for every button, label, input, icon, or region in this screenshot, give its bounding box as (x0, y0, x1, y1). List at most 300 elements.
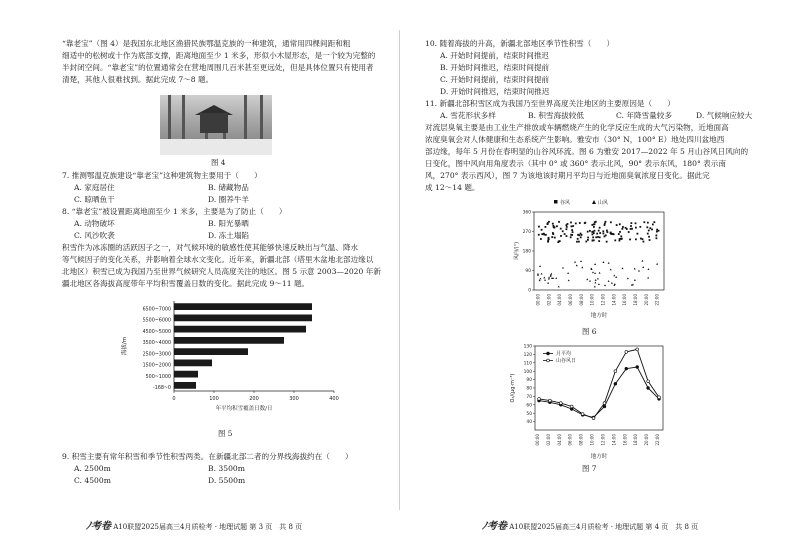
valley-wind-point (635, 227, 637, 229)
valley-wind-point (643, 241, 645, 243)
q8-option-c: C. 风沙吹袭 (74, 231, 115, 240)
valley-wind-point (619, 223, 621, 225)
intro2-line-1: 积雪作为冰冻圈的活跃因子之一，对气候环境的敏感性使其能够快速反映出与气温、降水 (62, 243, 359, 252)
intro3-line-5: 风，270° 表示西风），图 7 为该地该时期月平均日与近地面臭氧浓度日变化。据此完 (425, 171, 710, 180)
exam-logo: ﾉ考卷 (482, 521, 507, 532)
x-tick-label: 00:00 (535, 434, 540, 446)
mountain-wind-point (627, 277, 629, 279)
series-0-point (647, 387, 650, 390)
bar-4 (174, 348, 248, 355)
intro-line-4: 清楚，其他人很难找到。据此完成 7～8 题。 (62, 75, 214, 84)
x-tick-label: 12:00 (600, 434, 606, 446)
mountain-wind-point (613, 274, 615, 276)
valley-wind-point (547, 223, 549, 225)
mountain-wind-point (638, 270, 640, 272)
q8-option-a: A. 动物破坏 (74, 219, 115, 228)
mountain-wind-point (541, 273, 543, 275)
bar-0 (174, 303, 312, 310)
mountain-wind-point (594, 263, 596, 265)
series-line-0 (539, 367, 659, 417)
valley-wind-point (629, 239, 631, 241)
valley-wind-point (553, 227, 555, 229)
bar-6 (174, 371, 198, 378)
x-tick-label: 200 (249, 396, 259, 402)
valley-wind-point (642, 238, 644, 240)
q7-option-d: D. 圈养牛羊 (208, 195, 250, 204)
valley-wind-point (649, 239, 651, 241)
mountain-wind-point (647, 268, 649, 270)
valley-wind-point (604, 223, 606, 225)
figure-4-caption: 图 4 (211, 158, 226, 167)
valley-wind-point (593, 223, 595, 225)
mountain-wind-point (597, 278, 599, 280)
mountain-wind-point (608, 280, 610, 282)
mountain-wind-point (642, 266, 644, 268)
q8-option-d: D. 冻土塌陷 (208, 231, 250, 240)
valley-wind-point (619, 240, 621, 242)
legend-marker-valley (554, 200, 558, 204)
series-1-point (559, 402, 562, 405)
valley-wind-point (598, 240, 600, 242)
x-tick-label: 10:00 (589, 434, 595, 446)
y-tick-label: 90 (526, 378, 532, 384)
y-tick-label: 4500~5000 (142, 329, 171, 335)
y-tick-label: 360 (522, 210, 531, 216)
y-tick-label: 2500~3000 (142, 352, 171, 358)
y-tick-label: 1500~2000 (142, 363, 171, 369)
mountain-wind-point (567, 272, 569, 274)
figure-5-chart (110, 293, 350, 423)
valley-wind-point (605, 221, 607, 223)
valley-wind-point (580, 236, 582, 238)
x-tick-label: 18:00 (633, 434, 639, 446)
page-4-footer-text: A10联盟2025届高三4月质检考 · 地理试题 第 4 页 共 8 页 (509, 523, 699, 531)
legend-label-1: 山谷风日 (556, 358, 577, 364)
mountain-wind-point (604, 284, 606, 286)
mountain-wind-point (590, 267, 592, 269)
valley-wind-point (554, 237, 556, 239)
valley-wind-point (538, 226, 540, 228)
valley-wind-point (618, 233, 620, 235)
q9-option-b: B. 3500m (208, 464, 245, 473)
x-tick-label: 10:00 (589, 294, 595, 306)
series-1-point (614, 370, 617, 373)
mountain-wind-point (615, 276, 617, 278)
exam-logo: ﾉ考卷 (86, 521, 111, 532)
valley-wind-point (622, 226, 624, 228)
y-tick-label: 60 (526, 403, 532, 409)
mountain-wind-point (574, 261, 576, 263)
mountain-wind-point (558, 286, 560, 288)
mountain-wind-point (611, 282, 613, 284)
y-tick-label: 6500~7000 (142, 307, 171, 313)
valley-wind-point (651, 229, 653, 231)
y-axis-label: O₃/(μg·m⁻³) (510, 373, 516, 403)
mountain-wind-point (647, 277, 649, 279)
q7-option-b: B. 储藏物品 (208, 183, 249, 192)
q10-option-b: B. 开始时间推迟，结束时间提前 (440, 63, 550, 72)
x-tick-label: 14:00 (611, 434, 617, 446)
series-1-point (592, 417, 595, 420)
valley-wind-point (592, 233, 594, 235)
valley-wind-point (598, 230, 600, 232)
valley-wind-point (595, 221, 597, 223)
mountain-wind-point (602, 261, 604, 263)
valley-wind-point (552, 223, 554, 225)
valley-wind-point (591, 231, 593, 233)
valley-wind-point (620, 235, 622, 237)
intro-line-2: 细适中的松树或十作为底部支撑，距离地面至少 1 米多，形似小木屋形态，是一个较为完整的 (62, 51, 376, 60)
valley-wind-point (610, 221, 612, 223)
valley-wind-point (646, 226, 648, 228)
mountain-wind-point (547, 282, 549, 284)
x-tick-label: 02:00 (545, 434, 551, 446)
x-tick-label: 16:00 (622, 434, 628, 446)
valley-wind-point (593, 226, 595, 228)
valley-wind-point (614, 239, 616, 241)
mountain-wind-point (622, 267, 624, 269)
legend-label-0: 月平均 (556, 351, 572, 357)
mountain-wind-point (586, 278, 588, 280)
x-tick-label: 400 (329, 396, 339, 402)
valley-wind-point (584, 222, 586, 224)
q7-option-a: A. 家庭居住 (74, 183, 115, 192)
q9-option-c: C. 4500m (74, 476, 111, 485)
figure-6-caption: 图 6 (582, 327, 597, 336)
series-0-point (603, 405, 606, 408)
q10-option-c: C. 开始时间提前，结束时间提前 (440, 75, 550, 84)
intro3-line-2: 浓度臭氧会对人体健康和生态系统产生影响。雅安市（30° N，100° E）地处四川盆地西 (425, 135, 725, 144)
valley-wind-point (656, 231, 658, 233)
q10-option-d: D. 开始时间推迟，结束时间推迟 (440, 87, 550, 96)
x-tick-label: 300 (289, 396, 299, 402)
intro-line-3: 半封闭空间。“靠老宝”的位置通常会在营地周围几百米甚至更远处，但是具体位置只有使用者 (62, 63, 374, 72)
valley-wind-point (562, 230, 564, 232)
valley-wind-point (640, 238, 642, 240)
valley-wind-point (571, 234, 573, 236)
mountain-wind-point (548, 276, 550, 278)
y-tick-label: 5500~6000 (142, 318, 171, 324)
mountain-wind-point (592, 271, 594, 273)
valley-wind-point (616, 224, 618, 226)
bar-2 (174, 326, 306, 333)
valley-wind-point (572, 225, 574, 227)
q7-option-c: C. 晾晒鱼干 (74, 195, 115, 204)
valley-wind-point (545, 234, 547, 236)
series-0-point (625, 367, 628, 370)
legend-marker-1 (547, 359, 550, 362)
valley-wind-point (575, 223, 577, 225)
valley-wind-point (572, 231, 574, 233)
valley-wind-point (552, 233, 554, 235)
valley-wind-point (595, 236, 597, 238)
q8-option-b: B. 阳光暴晒 (208, 219, 249, 228)
mountain-wind-point (539, 265, 541, 267)
mountain-wind-point (594, 286, 596, 288)
valley-wind-point (585, 241, 587, 243)
q11-option-c: C. 年降雪量较多 (616, 111, 672, 120)
valley-wind-point (564, 233, 566, 235)
valley-wind-point (570, 222, 572, 224)
mountain-wind-point (595, 279, 597, 281)
valley-wind-point (597, 236, 599, 238)
page-3-footer-text: A10联盟2025届高三4月质检考 · 地理试题 第 3 页 共 8 页 (113, 523, 303, 531)
x-tick-label: 22:00 (654, 294, 660, 306)
page-4-footer (482, 517, 698, 532)
valley-wind-point (587, 231, 589, 233)
series-1-point (538, 398, 541, 401)
y-tick-label: 110 (523, 361, 532, 367)
valley-wind-point (540, 238, 542, 240)
intro3-line-3: 部边缘，每年 5 月份在春明显的山谷风环流。图 6 为雅安 2017—2022 年 5 月山谷风日风向的 (425, 147, 749, 156)
figure-6-chart (510, 196, 670, 324)
bar-1 (174, 315, 312, 322)
valley-wind-point (643, 221, 645, 223)
valley-wind-point (576, 241, 578, 243)
mountain-wind-point (537, 274, 539, 276)
valley-wind-point (592, 236, 594, 238)
x-axis-label: 地方时 (590, 454, 608, 460)
mountain-wind-point (656, 263, 658, 265)
mountain-wind-point (589, 280, 591, 282)
valley-wind-point (578, 234, 580, 236)
q11-option-a: A. 雪花形状多样 (440, 111, 496, 120)
q10-option-a: A. 开始时间提前，结束时间推迟 (440, 51, 550, 60)
valley-wind-point (635, 222, 637, 224)
valley-wind-point (570, 236, 572, 238)
intro2-line-2: 等气候因子的变化关系，并影响着全球水文变化。近年来，新疆北部（塔里木盆地北部边缘以 (62, 255, 374, 264)
x-axis-label: 地方时 (590, 313, 608, 319)
x-tick-label: 12:00 (600, 294, 606, 306)
x-tick-label: 06:00 (567, 294, 573, 306)
figure-7-caption: 图 7 (582, 464, 597, 473)
x-tick-label: 04:00 (557, 294, 563, 306)
valley-wind-point (541, 229, 543, 231)
valley-wind-point (560, 235, 562, 237)
valley-wind-point (606, 241, 608, 243)
q9-option-a: A. 2500m (74, 464, 111, 473)
valley-wind-point (626, 228, 628, 230)
x-tick-label: 14:00 (611, 294, 617, 306)
y-axis-label: 风向/(°) (514, 241, 520, 261)
y-tick-label: 270 (522, 230, 531, 236)
mountain-wind-point (634, 279, 636, 281)
legend-label-mountain: 山风 (598, 200, 609, 206)
y-tick-label: 120 (523, 353, 532, 358)
valley-wind-point (630, 222, 632, 224)
valley-wind-point (653, 221, 655, 223)
valley-wind-point (579, 222, 581, 224)
x-tick-label: 02:00 (546, 294, 552, 306)
valley-wind-point (577, 238, 579, 240)
mountain-wind-point (568, 279, 570, 281)
valley-wind-point (647, 233, 649, 235)
valley-wind-point (551, 236, 553, 238)
figure-7-chart (505, 340, 675, 465)
intro2-line-4: 疆北地区各海拔高度带年平均积雪覆盖日数的变化。据此完成 9～11 题。 (62, 279, 310, 288)
valley-wind-point (548, 221, 550, 223)
intro3-line-4: 日变化，图中风向用角度表示（其中 0° 或 360° 表示北风，90° 表示东风，180° 表示南 (425, 159, 726, 168)
series-1-point (603, 402, 606, 405)
valley-wind-point (558, 221, 560, 223)
valley-wind-point (565, 224, 567, 226)
valley-wind-point (566, 235, 568, 237)
valley-wind-point (602, 230, 604, 232)
intro3-line-6: 成 12～14 题。 (425, 183, 480, 192)
valley-wind-point (571, 225, 573, 227)
valley-wind-point (587, 237, 589, 239)
y-tick-label: 50 (526, 411, 532, 417)
mountain-wind-point (581, 266, 583, 268)
y-tick-label: 90 (525, 269, 531, 275)
y-tick-label: -168~0 (153, 386, 171, 392)
valley-wind-point (578, 241, 580, 243)
valley-wind-point (594, 230, 596, 232)
q8-stem: 8. “靠老宝”被设置距离地面至少 1 米多，主要是为了防止（ ） (62, 207, 287, 216)
y-axis-label: 海拔/m (122, 336, 128, 356)
mountain-wind-point (539, 279, 541, 281)
valley-wind-point (602, 233, 604, 235)
valley-wind-point (639, 226, 641, 228)
x-tick-label: 22:00 (655, 434, 660, 446)
valley-wind-point (596, 233, 598, 235)
series-0-point (636, 366, 639, 369)
valley-wind-point (587, 239, 589, 241)
valley-wind-point (649, 227, 651, 229)
exam-page-4 (400, 0, 800, 544)
intro-line-1: “靠老宝”（图 4）是我国东北地区渔猎民族鄂温克族的一种建筑，通常用四棵间距和粗 (62, 39, 351, 48)
valley-wind-point (621, 238, 623, 240)
y-tick-label: 80 (526, 386, 532, 392)
series-1-point (658, 396, 661, 399)
valley-wind-point (648, 230, 650, 232)
valley-wind-point (560, 228, 562, 230)
valley-wind-point (556, 225, 558, 227)
valley-wind-point (541, 233, 543, 235)
valley-wind-point (655, 235, 657, 237)
y-tick-label: 100 (523, 369, 532, 375)
valley-wind-point (543, 234, 545, 236)
x-tick-label: 16:00 (622, 294, 628, 306)
mountain-wind-point (576, 264, 578, 266)
legend-marker-mountain (592, 200, 596, 204)
valley-wind-point (557, 241, 559, 243)
valley-wind-point (599, 236, 601, 238)
y-tick-label: 500~1000 (145, 374, 171, 380)
x-tick-label: 00:00 (535, 294, 541, 306)
series-1-point (636, 348, 639, 351)
mountain-wind-point (594, 272, 596, 274)
x-tick-label: 20:00 (644, 434, 650, 446)
mountain-wind-point (555, 277, 557, 279)
valley-wind-point (630, 225, 632, 227)
valley-wind-point (545, 226, 547, 228)
q10-stem: 10. 随着海拔的升高，新疆北部地区季节性积雪（ ） (425, 39, 615, 48)
figure-4-photo (160, 95, 272, 155)
plot-frame (535, 346, 663, 430)
valley-wind-point (619, 231, 621, 233)
valley-wind-point (604, 236, 606, 238)
valley-wind-point (571, 229, 573, 231)
valley-wind-point (637, 233, 639, 235)
legend-label-valley: 谷风 (560, 200, 571, 206)
series-1-point (647, 380, 650, 383)
x-tick-label: 04:00 (556, 434, 562, 446)
series-1-point (581, 413, 584, 416)
figure-5-caption: 图 5 (218, 429, 233, 438)
series-1-point (570, 405, 573, 408)
valley-wind-point (619, 238, 621, 240)
valley-wind-point (589, 230, 591, 232)
mountain-wind-point (580, 260, 582, 262)
bar-3 (174, 337, 284, 344)
mountain-wind-point (599, 272, 601, 274)
x-axis-label: 年平均积雪覆盖日数/日 (215, 406, 273, 412)
valley-wind-point (648, 236, 650, 238)
mountain-wind-point (608, 262, 610, 264)
x-tick-label: 20:00 (643, 294, 649, 306)
valley-wind-point (621, 228, 623, 230)
valley-wind-point (606, 230, 608, 232)
valley-wind-point (566, 228, 568, 230)
valley-wind-point (566, 226, 568, 228)
x-tick-label: 18:00 (632, 294, 638, 306)
valley-wind-point (599, 232, 601, 234)
x-tick-label: 100 (209, 396, 219, 402)
valley-wind-point (652, 224, 654, 226)
valley-wind-point (613, 233, 615, 235)
y-tick-label: 0 (528, 288, 531, 294)
mountain-wind-point (562, 267, 564, 269)
mountain-wind-point (632, 283, 634, 285)
valley-wind-point (599, 227, 601, 229)
series-0-point (614, 382, 617, 385)
intro2-line-3: 北地区）积雪已成为我国乃至世界气候研究人员高度关注的地区。图 5 示意 2003—2020 年新 (62, 267, 381, 276)
y-tick-label: 70 (526, 395, 532, 400)
y-tick-label: 40 (526, 420, 532, 426)
y-tick-label: 3500~4000 (142, 341, 171, 347)
y-tick-label: 130 (523, 344, 532, 350)
valley-wind-point (580, 233, 582, 235)
valley-wind-point (656, 237, 658, 239)
valley-wind-point (647, 222, 649, 224)
mountain-wind-point (543, 277, 545, 279)
y-tick-label: 180 (522, 249, 531, 255)
valley-wind-point (635, 238, 637, 240)
valley-wind-point (548, 238, 550, 240)
valley-wind-point (592, 239, 594, 241)
x-tick-label: 08:00 (578, 434, 584, 446)
valley-wind-point (628, 231, 630, 233)
mountain-wind-point (539, 278, 541, 280)
valley-wind-point (630, 228, 632, 230)
mountain-wind-point (544, 279, 546, 281)
mountain-wind-point (598, 283, 600, 285)
valley-wind-point (538, 234, 540, 236)
bar-7 (174, 382, 196, 389)
mountain-wind-point (610, 268, 612, 270)
q11-stem: 11. 新疆北部积雪区成为我国乃至世界高度关注地区的主要原因是（ ） (425, 99, 675, 108)
x-tick-label: 08:00 (578, 294, 584, 306)
bar-5 (174, 360, 212, 367)
q9-option-d: D. 5500m (208, 476, 246, 485)
q9-stem: 9. 积雪主要有常年积雪和季节性积雪两类。在新疆北部二者的分界线海拔约在（ ） (62, 452, 353, 461)
mountain-wind-point (634, 268, 636, 270)
valley-wind-point (604, 224, 606, 226)
legend-marker-0 (547, 352, 550, 355)
x-tick-label: 0 (172, 396, 176, 402)
series-1-point (625, 350, 628, 353)
